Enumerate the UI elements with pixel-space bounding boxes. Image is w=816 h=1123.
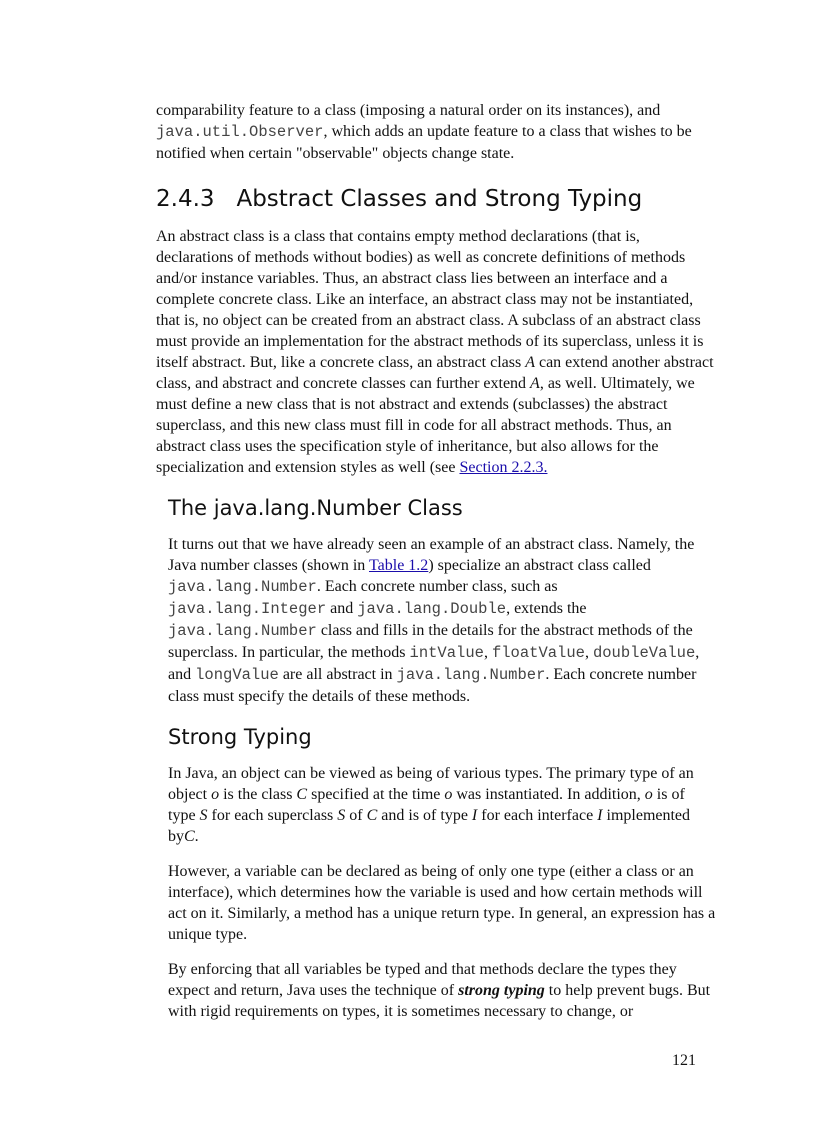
table-link[interactable]: Table 1.2 (369, 557, 429, 574)
code: java.lang.Double (357, 600, 507, 618)
italic-var: A (530, 375, 540, 392)
text: is the class (219, 786, 297, 803)
strong-typing-heading: Strong Typing (168, 725, 312, 749)
text: and (326, 600, 358, 617)
code: java.lang.Number (168, 578, 317, 596)
code-observer: java.util.Observer (156, 123, 324, 141)
text: ) specialize an abstract class called (428, 557, 651, 574)
italic-var: o (444, 786, 453, 803)
italic-var: S (199, 807, 208, 824)
variable-type-paragraph: However, a variable can be declared as being of only one type (either a class or an interface), which determines how the variable is used and how certain methods will act on it. Similarly, a method has a unique return type. In general, an expression has a unique type. (168, 863, 716, 943)
text: and is of type (377, 807, 472, 824)
text: , as well. Ultimately, we must define a new class that is not abstract and extends (subclasses) the abstract superclass, and this new class must fill in code for all abstract methods. Thus, an abstract class uses the specification style of inheritance, but also allows for the specialization and extension styles as well (see (156, 375, 695, 476)
text: In Java, an object can be viewed as being of various types. The primary type of an object (168, 765, 694, 803)
text: . Each concrete number class, such as (316, 578, 558, 595)
italic-var: C (184, 828, 195, 845)
text: implemented by (168, 807, 691, 845)
code: java.lang.Number (396, 666, 546, 684)
text: was instantiated. In addition, (452, 786, 645, 803)
text: is of type (168, 786, 685, 824)
italic-var: S (337, 807, 346, 824)
text: , which adds an update feature to a class that wishes to be notified when certain "observable" objects change state. (156, 123, 692, 162)
text: class and fills in the details for the abstract methods of the superclass. In particular, the methods (168, 622, 693, 661)
text: can extend another abstract class, and abstract and concrete classes can further extend (156, 354, 714, 392)
text: for each interface (477, 807, 598, 824)
text: of (345, 807, 367, 824)
italic-var: C (366, 807, 378, 824)
code: longValue (195, 666, 279, 684)
section-heading: 2.4.3 Abstract Classes and Strong Typing (156, 186, 643, 212)
text: An abstract class is a class that contains empty method declarations (that is, declarations of methods without bodies) as well as concrete definitions of methods and/or instance variables. Thus, an abstract class lies between an interface and a complete concrete class. Like an interface, an abstract class may not be instantiated, that is, no object can be created from an abstract class. A subclass of an abstract class must provide an implementation for the abstract methods of its superclass, unless it is itself abstract. But, like a concrete class, an abstract class (156, 228, 704, 371)
abstract-class-paragraph (156, 226, 716, 478)
text: , and (168, 644, 700, 683)
code: java.lang.Integer (168, 600, 327, 618)
text: comparability feature to a class (imposing a natural order on its instances), and (156, 102, 661, 119)
intro-paragraph (156, 100, 716, 164)
italic-var: A (525, 354, 535, 371)
italic-var: I (471, 807, 478, 824)
text: , extends the (506, 600, 587, 617)
italic-var: C (296, 786, 308, 803)
text: It turns out that we have already seen an example of an abstract class. Namely, the Java number classes (shown in (168, 536, 695, 574)
section-link[interactable]: Section 2.2.3. (459, 459, 548, 476)
page-number: 121 (672, 1052, 696, 1069)
italic-var: o (644, 786, 653, 803)
code: doubleValue (592, 644, 696, 662)
text: By enforcing that all variables be typed and that methods declare the types they expect and return, Java uses the technique of (168, 961, 677, 999)
text: specified at the time (307, 786, 445, 803)
text: . Each concrete number class must specify the details of these methods. (168, 666, 697, 705)
number-class-heading: The java.lang.Number Class (168, 496, 463, 520)
code: java.lang.Number (168, 622, 317, 640)
code: intValue (409, 644, 484, 662)
text: to help prevent bugs. But with rigid requirements on types, it is sometimes necessary to change, or (168, 982, 711, 1020)
number-class-paragraph (168, 534, 716, 707)
text: are all abstract in (278, 666, 397, 683)
text: for each superclass (207, 807, 338, 824)
text: , (584, 644, 593, 661)
text: , (483, 644, 492, 661)
text: . (194, 828, 199, 845)
code: floatValue (491, 644, 585, 662)
object-types-paragraph (168, 763, 716, 847)
strong-typing-term: strong typing (458, 982, 545, 999)
italic-var: o (211, 786, 220, 803)
strong-typing-paragraph (168, 959, 716, 1022)
italic-var: I (597, 807, 603, 824)
page-body (156, 100, 716, 1036)
